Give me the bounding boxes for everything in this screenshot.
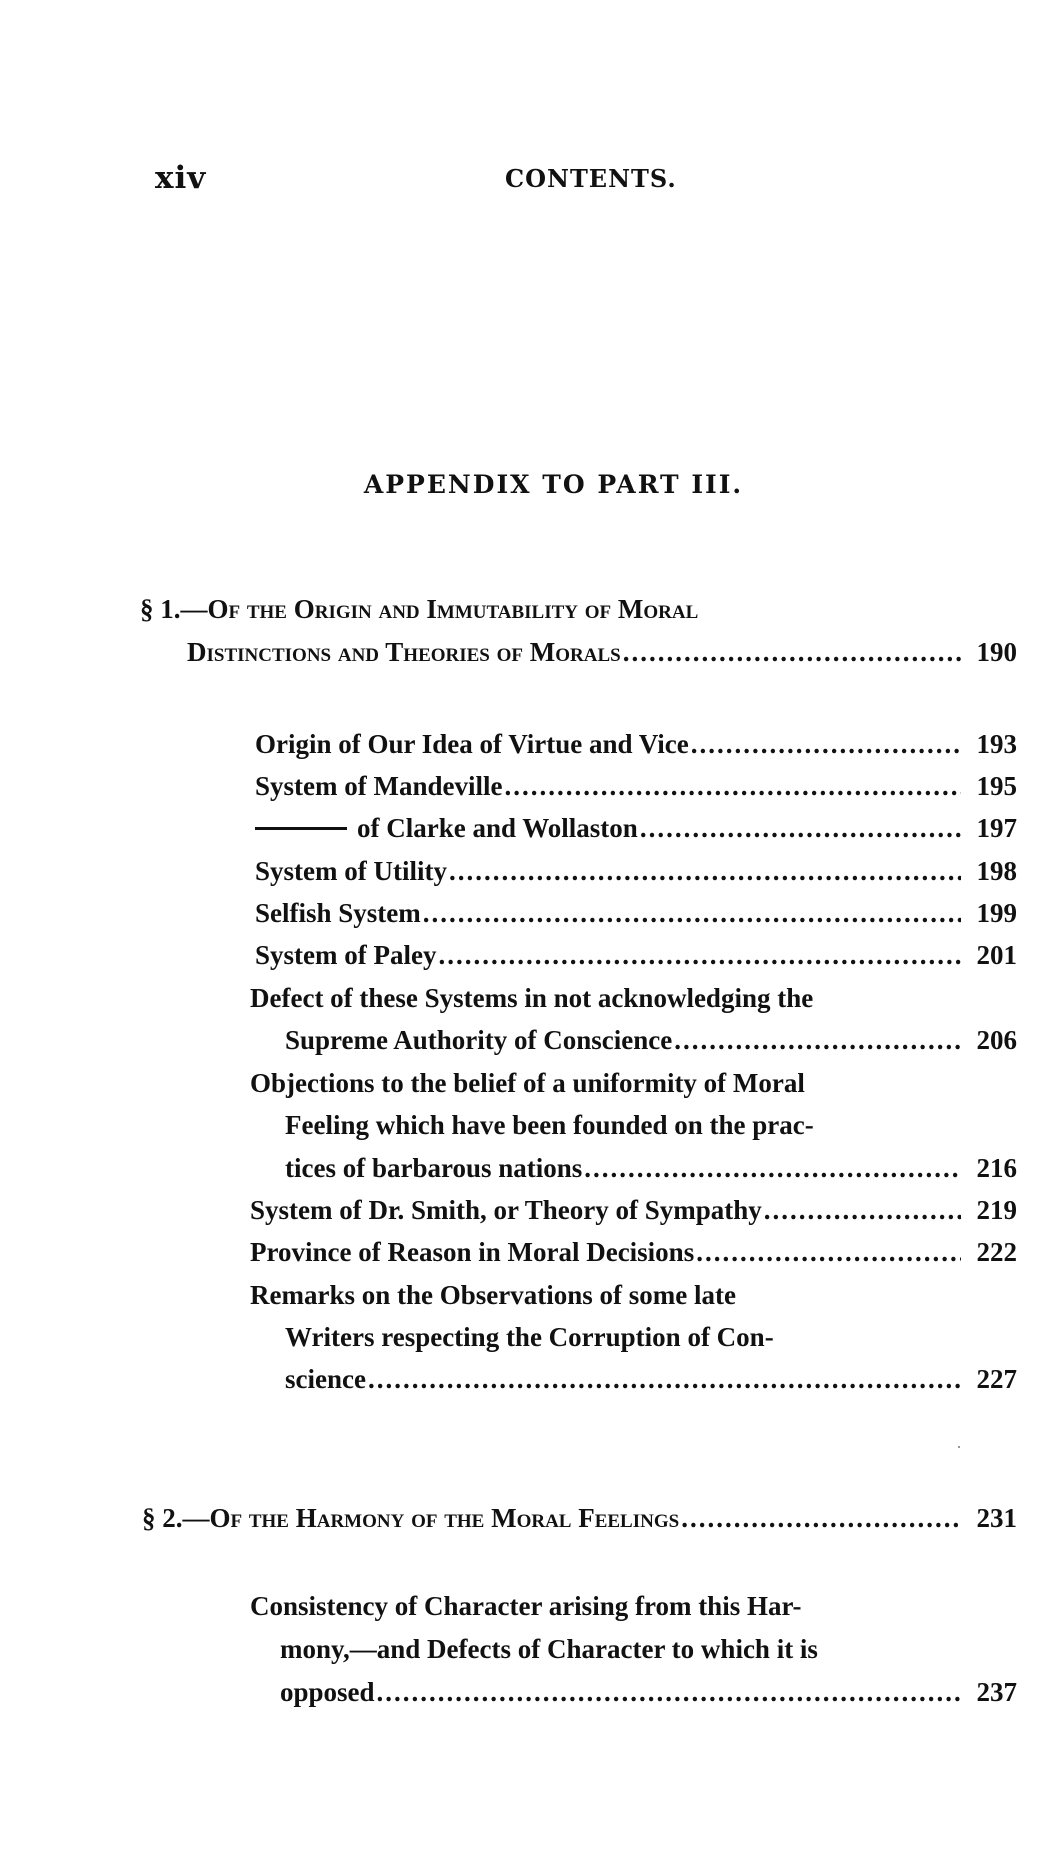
toc-entry-page: 206 [976,1025,1017,1055]
leader-dots [691,723,961,765]
toc-entry [255,723,1017,765]
toc-entry [255,807,1017,849]
toc-entry-text: Supreme Authority of Conscience [285,1025,673,1055]
toc-entry [255,850,1017,892]
toc-entry [255,892,1017,934]
toc-entry-text [255,807,638,849]
toc-entry-text: System of Mandeville [255,771,503,801]
toc-entry [255,934,1017,976]
leader-dots [764,1189,961,1231]
appendix-heading: APPENDIX TO PART III. [363,470,744,499]
toc-entry-line: Remarks on the Observations of some late [250,1280,736,1310]
leader-dots [368,1358,961,1400]
leader-dots [504,765,961,807]
page-number: xiv [155,160,207,196]
section2-title-text: § 2.—Of the Harmony of the Moral Feelings [142,1503,680,1533]
section1-page: 190 [976,637,1017,667]
section2-title [142,1497,1017,1539]
section2-page: 231 [976,1503,1017,1533]
toc-entry-text: opposed [280,1677,375,1707]
toc-entry-page: 197 [976,813,1017,843]
toc-entry [255,765,1017,807]
toc-entry-text: System of Paley [255,940,437,970]
toc-entry [285,1147,1017,1189]
page-header [155,160,1015,200]
toc-entry-line: mony,—and Defects of Character to which it is [280,1634,818,1664]
toc-entry-page: 195 [976,771,1017,801]
leader-dots [696,1231,961,1273]
toc-entry-text: science [285,1364,366,1394]
leader-dots [640,807,961,849]
toc-entry-page: 198 [976,856,1017,886]
toc-entry-page: 219 [976,1195,1017,1225]
toc-entry [250,1231,1017,1273]
leader-dots [623,631,961,673]
toc-entry-label: of Clarke and Wollaston [357,813,638,843]
leader-dots [584,1147,961,1189]
toc-entry [285,1019,1017,1061]
toc-entry-text: Province of Reason in Moral Decisions [250,1237,695,1267]
toc-entry-page: 222 [976,1237,1017,1267]
toc-entry-page: 193 [976,729,1017,759]
leader-dots [449,850,961,892]
toc-entry-page: 237 [976,1677,1017,1707]
toc-entry-text: Selfish System [255,898,421,928]
toc-entry [285,1358,1017,1400]
leader-dots [438,934,961,976]
toc-entry-line: Feeling which have been founded on the prac- [285,1110,814,1140]
section1-title-text: Distinctions and Theories of Morals [187,637,621,667]
running-title: CONTENTS. [505,164,677,193]
toc-entry [280,1671,1017,1713]
leader-dots [674,1019,961,1061]
toc-entry-page: 216 [976,1153,1017,1183]
section1-title-line2 [187,631,1017,673]
ditto-dash [255,827,347,830]
paper-speck [958,1446,960,1448]
toc-entry-page: 199 [976,898,1017,928]
toc-entry-text: System of Utility [255,856,447,886]
toc-entry-line: Consistency of Character arising from this Har- [250,1591,802,1621]
toc-entry-text: Origin of Our Idea of Virtue and Vice [255,729,689,759]
leader-dots [423,892,961,934]
toc-entry [250,1189,1017,1231]
toc-entry-text: System of Dr. Smith, or Theory of Sympathy [250,1195,762,1225]
toc-entry-page: 201 [976,940,1017,970]
toc-entry-page: 227 [976,1364,1017,1394]
toc-entry-line: Writers respecting the Corruption of Con- [285,1322,774,1352]
leader-dots [681,1497,961,1539]
toc-entry-text: tices of barbarous nations [285,1153,583,1183]
toc-entry-line: Objections to the belief of a uniformity of Moral [250,1068,805,1098]
section1-title-line1: § 1.—Of the Origin and Immutability of Moral [140,594,699,624]
toc-entry-line: Defect of these Systems in not acknowledging the [250,983,814,1013]
leader-dots [377,1671,961,1713]
